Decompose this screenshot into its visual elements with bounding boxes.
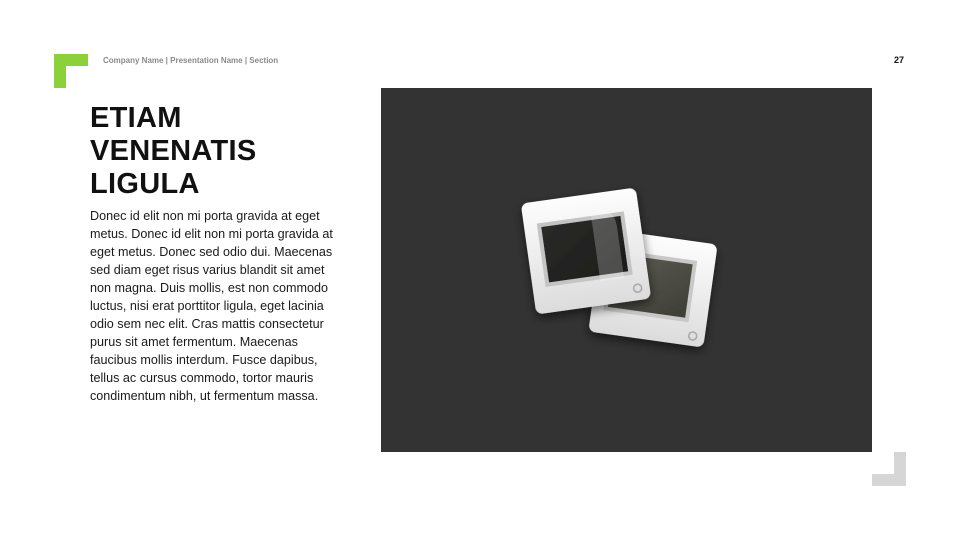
- photo-slides-icon: [381, 88, 872, 452]
- breadcrumb: Company Name | Presentation Name | Section: [103, 56, 279, 65]
- corner-accent-top-left: [54, 54, 88, 88]
- page-number: 27: [893, 55, 904, 65]
- slide-title: ETIAM VENENATIS LIGULA: [90, 102, 257, 200]
- body-text: Donec id elit non mi porta gravida at eget metus. Donec id elit non mi porta gravida at eget metus. Donec sed odio dui. Maecenas sed diam eget risus varius blandit sit amet non magna. Duis mollis, est non commodo luctus, nisi erat porttitor ligula, eget lacinia odio sem nec elit. Cras mattis consectetur purus sit amet fermentum. Maecenas faucibus mollis interdum. Fusce dapibus, tellus ac cursus commodo, tortor mauris condimentum nibh, ut fermentum massa.: [90, 209, 333, 403]
- image-panel: [381, 88, 872, 452]
- corner-accent-bottom-right: [872, 452, 906, 486]
- front-slide: [521, 187, 651, 314]
